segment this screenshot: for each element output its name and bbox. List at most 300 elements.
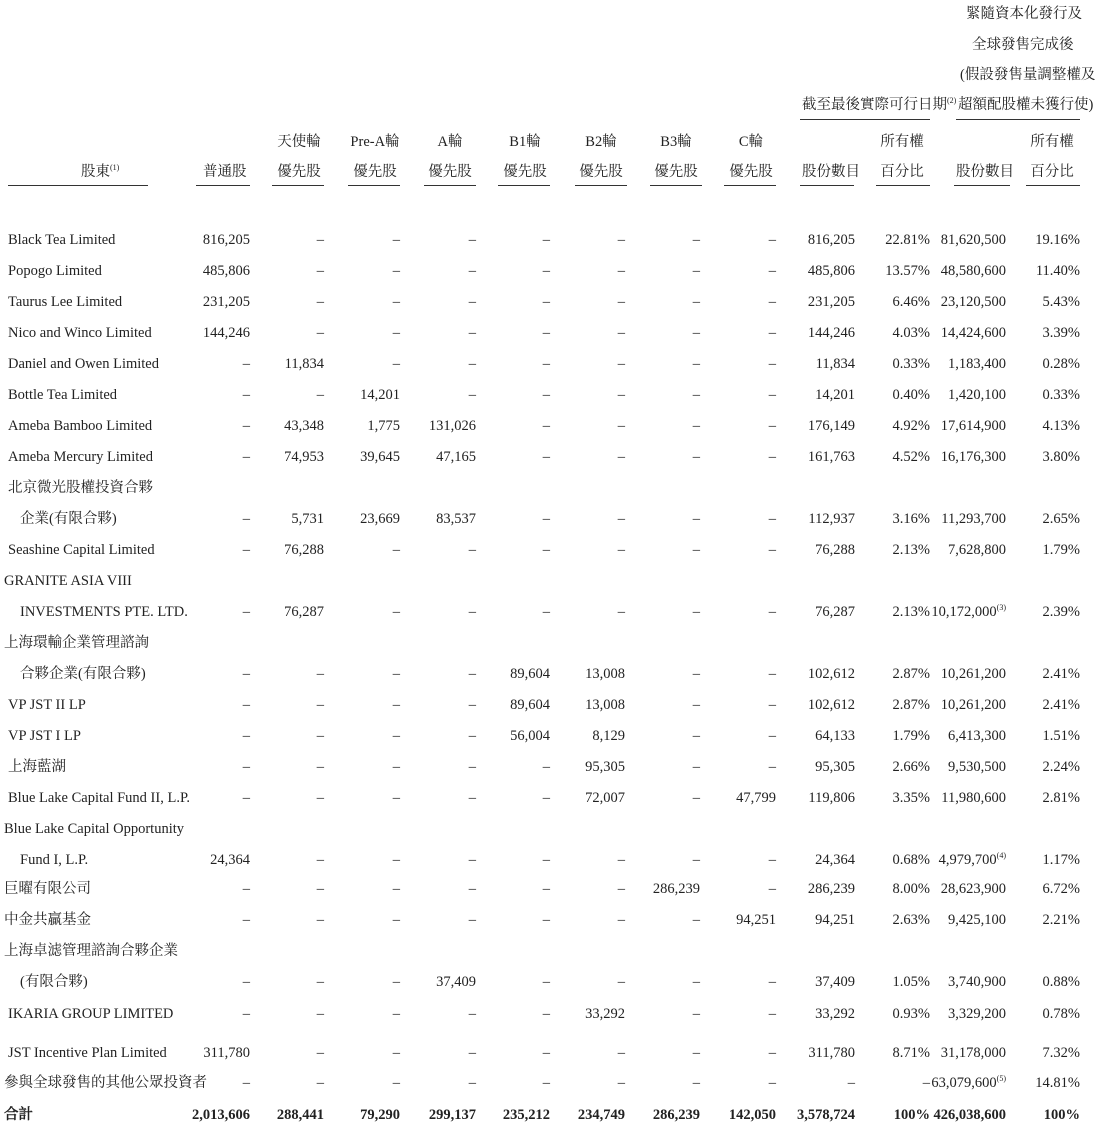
cell-value: – <box>242 418 250 434</box>
cell-b3 <box>693 262 700 280</box>
cell-angel <box>317 851 324 869</box>
cell-b1 <box>503 1106 550 1124</box>
cell-value: 2,013,606 <box>192 1107 250 1123</box>
cell-value: 74,953 <box>284 449 324 465</box>
cell-shares-after <box>948 541 1006 559</box>
cell-value: – <box>392 759 400 775</box>
header-prea-line-2: 優先股 <box>353 164 397 180</box>
cell-shares-prior <box>808 293 855 311</box>
cell-value: 142,050 <box>728 1107 776 1123</box>
cell-value: – <box>392 1075 400 1091</box>
cell-value: – <box>542 912 550 928</box>
cell-value: 24,364 <box>815 852 855 868</box>
cell-value: 37,409 <box>436 974 476 990</box>
cell-shares-after <box>948 386 1006 404</box>
cell-value: – <box>617 1075 625 1091</box>
cell-a <box>469 262 476 280</box>
cell-value: 144,246 <box>807 325 855 341</box>
cell-pct-prior <box>893 851 930 869</box>
cell-value: – <box>316 232 324 248</box>
cell-prea <box>393 262 400 280</box>
cell-pct-prior <box>893 293 930 311</box>
cell-b3 <box>653 880 700 898</box>
cell-value: 102,612 <box>807 666 855 682</box>
cell-value: 231,205 <box>202 294 250 310</box>
cell-prea <box>393 758 400 776</box>
shareholder-name: 北京微光股權投資合夥 <box>8 480 153 496</box>
header-group-after-line-4: 超額配股權未獲行使) <box>958 97 1094 113</box>
cell-value: – <box>468 294 476 310</box>
cell-pct-after <box>1043 789 1080 807</box>
cell-value: 426,038,600 <box>933 1107 1006 1123</box>
cell-prea <box>367 417 400 435</box>
cell-value: – <box>542 294 550 310</box>
cell-value: – <box>692 511 700 527</box>
cell-value: – <box>542 542 550 558</box>
cell-c <box>769 1074 776 1092</box>
cell-value: 33,292 <box>815 1006 855 1022</box>
cell-value: – <box>392 728 400 744</box>
cell-shares-after <box>941 417 1006 435</box>
cell-value: 6.72% <box>1042 881 1080 897</box>
cell-value: 11,980,600 <box>941 790 1006 806</box>
cell-value: – <box>468 759 476 775</box>
cell-value: – <box>692 1045 700 1061</box>
shareholder-name: (有限合夥) <box>20 974 88 990</box>
cell-angel <box>284 541 324 559</box>
cell-value: 14,201 <box>360 387 400 403</box>
cell-value: 4.52% <box>892 449 930 465</box>
cell-angel <box>317 758 324 776</box>
cell-value: – <box>242 387 250 403</box>
cell-value: – <box>768 263 776 279</box>
cell-value: 94,251 <box>736 912 776 928</box>
cell-value: 94,251 <box>815 912 855 928</box>
cell-value: – <box>392 1006 400 1022</box>
cell-pct-after <box>1043 1044 1080 1062</box>
cell-value: 9,425,100 <box>948 912 1006 928</box>
cell-value: – <box>692 263 700 279</box>
cell-c <box>769 727 776 745</box>
cell-value: – <box>316 387 324 403</box>
cell-b1 <box>543 541 550 559</box>
header-c-line-2: 優先股 <box>729 164 773 180</box>
cell-value: 286,239 <box>652 1107 700 1123</box>
cell-value: – <box>242 356 250 372</box>
cell-b3 <box>653 1106 700 1124</box>
cell-value: 6,413,300 <box>948 728 1006 744</box>
cell-angel <box>317 324 324 342</box>
cell-prea <box>393 541 400 559</box>
shareholder-name: VP JST I LP <box>8 728 81 744</box>
cell-b3 <box>693 386 700 404</box>
cell-angel <box>291 510 324 528</box>
cell-value: – <box>768 449 776 465</box>
header-c-line-1: C輪 <box>738 134 764 150</box>
cell-pct-after <box>1043 696 1080 714</box>
cell-prea <box>393 324 400 342</box>
cell-b3 <box>693 603 700 621</box>
cell-b2 <box>618 973 625 991</box>
cell-pct-prior <box>893 696 930 714</box>
cell-value: – <box>617 542 625 558</box>
cell-b1 <box>543 448 550 466</box>
cell-value: 288,441 <box>276 1107 324 1123</box>
shareholder-name: Fund I, L.P. <box>20 852 89 868</box>
cell-value: – <box>768 387 776 403</box>
cell-value: – <box>692 542 700 558</box>
cell-value: 24,364 <box>210 852 250 868</box>
cell-shares-prior <box>808 880 855 898</box>
cell-value: 0.33% <box>892 356 930 372</box>
cell-angel <box>317 696 324 714</box>
cell-value: 1,420,100 <box>948 387 1006 403</box>
cell-value: – <box>392 852 400 868</box>
cell-b3 <box>693 293 700 311</box>
cell-angel <box>284 603 324 621</box>
cell-prea <box>393 851 400 869</box>
cell-value: 8.00% <box>892 881 930 897</box>
shareholder-name: Daniel and Owen Limited <box>8 356 159 372</box>
cell-prea <box>393 1074 400 1092</box>
cell-b1 <box>543 417 550 435</box>
cell-value: 47,799 <box>736 790 776 806</box>
cell-value: – <box>692 325 700 341</box>
cell-value: – <box>617 356 625 372</box>
cell-value: – <box>542 263 550 279</box>
header-pct-after-line-1: 所有權 <box>1030 134 1074 150</box>
cell-angel <box>317 973 324 991</box>
cell-b2 <box>618 510 625 528</box>
cell-value: 1,183,400 <box>948 356 1006 372</box>
cell-value: 2.63% <box>892 912 930 928</box>
cell-b3 <box>693 973 700 991</box>
cell-b2 <box>618 231 625 249</box>
shareholder-name: 上海卓滤管理諮詢合夥企業 <box>4 943 178 959</box>
cell-value: 19.16% <box>1035 232 1080 248</box>
cell-pct-after <box>1044 1106 1080 1124</box>
cell-a <box>469 541 476 559</box>
cell-value: – <box>392 912 400 928</box>
shareholder-name: Ameba Bamboo Limited <box>8 418 153 434</box>
cell-ordinary <box>243 386 250 404</box>
cell-ordinary <box>243 1005 250 1023</box>
cell-shares-prior <box>815 386 855 404</box>
cell-value: – <box>242 542 250 558</box>
cell-value: 286,239 <box>652 881 700 897</box>
cell-value: – <box>692 697 700 713</box>
cell-ordinary <box>243 603 250 621</box>
cell-b1 <box>543 262 550 280</box>
cell-pct-after <box>1043 911 1080 929</box>
cell-b3 <box>693 1044 700 1062</box>
cell-a <box>469 789 476 807</box>
cell-ordinary <box>243 417 250 435</box>
cell-value: 112,937 <box>808 511 855 527</box>
cell-a <box>469 758 476 776</box>
cell-value: – <box>316 728 324 744</box>
cell-value: – <box>392 263 400 279</box>
cell-value: – <box>692 1006 700 1022</box>
shareholder-name: Popogo Limited <box>8 263 102 279</box>
cell-value: 8,129 <box>592 728 625 744</box>
shareholder-name: Ameba Mercury Limited <box>8 449 153 465</box>
shareholder-name: Nico and Winco Limited <box>8 325 152 341</box>
cell-value: 1.79% <box>1042 542 1080 558</box>
cell-value: 3.16% <box>892 511 930 527</box>
cell-shares-after <box>948 355 1006 373</box>
cell-value: – <box>392 1045 400 1061</box>
cell-b1 <box>543 911 550 929</box>
cell-b2 <box>618 293 625 311</box>
header-prea-line-1: Pre-A輪 <box>350 134 400 150</box>
cell-prea <box>393 1044 400 1062</box>
cell-value: 286,239 <box>807 881 855 897</box>
cell-value: – <box>617 418 625 434</box>
shareholder-name: Seashine Capital Limited <box>8 542 155 558</box>
cell-pct-prior <box>893 510 930 528</box>
cell-value: – <box>468 697 476 713</box>
cell-value: – <box>242 912 250 928</box>
cell-shares-after <box>931 1074 1006 1092</box>
cell-shares-after <box>948 758 1006 776</box>
cell-shares-prior <box>808 231 855 249</box>
cell-value: – <box>617 263 625 279</box>
cell-b2 <box>618 851 625 869</box>
cell-value: – <box>692 852 700 868</box>
cell-pct-after <box>1043 510 1080 528</box>
cell-value: 0.78% <box>1042 1006 1080 1022</box>
cell-value: – <box>617 974 625 990</box>
cell-pct-after <box>1043 355 1080 373</box>
cell-shares-prior <box>808 696 855 714</box>
cell-value: – <box>768 881 776 897</box>
cell-value: 64,133 <box>815 728 855 744</box>
cell-value: – <box>542 1075 550 1091</box>
cell-b3 <box>693 417 700 435</box>
cell-shares-after <box>948 1005 1006 1023</box>
cell-value: – <box>768 511 776 527</box>
cell-c <box>769 262 776 280</box>
cell-shares-prior <box>815 758 855 776</box>
cell-value: 43,348 <box>284 418 324 434</box>
cell-value: – <box>392 356 400 372</box>
cell-b1 <box>543 880 550 898</box>
cell-b3 <box>693 1005 700 1023</box>
cell-value: – <box>468 1045 476 1061</box>
cell-b2 <box>585 1005 625 1023</box>
cell-a <box>436 510 476 528</box>
cell-b2 <box>618 386 625 404</box>
cell-angel <box>317 1044 324 1062</box>
cell-b2 <box>618 880 625 898</box>
cell-value: – <box>692 728 700 744</box>
cell-value: 48,580,600 <box>940 263 1006 279</box>
cell-value: 11,834 <box>284 356 324 372</box>
cell-b2 <box>618 355 625 373</box>
cell-value: 7.32% <box>1042 1045 1080 1061</box>
cell-value: 10,261,200 <box>940 697 1006 713</box>
cell-c <box>729 1106 776 1124</box>
shareholder-name: IKARIA GROUP LIMITED <box>8 1006 174 1022</box>
cell-b2 <box>585 665 625 683</box>
cell-value: – <box>617 604 625 620</box>
cell-b2 <box>618 262 625 280</box>
cell-value: – <box>392 294 400 310</box>
cell-value: – <box>922 1075 930 1091</box>
header-ordinary: 普通股 <box>203 164 247 180</box>
cell-shares-prior <box>808 789 855 807</box>
cell-value: 13,008 <box>585 666 625 682</box>
cell-prea <box>360 1106 400 1124</box>
cell-value: – <box>242 1075 250 1091</box>
cell-value: – <box>617 387 625 403</box>
cell-shares-prior <box>808 448 855 466</box>
header-pct-prior-line-1: 所有權 <box>880 134 924 150</box>
cell-value: – <box>692 387 700 403</box>
cell-value: – <box>692 356 700 372</box>
cell-pct-prior <box>893 417 930 435</box>
cell-prea <box>393 1005 400 1023</box>
cell-b1 <box>510 696 550 714</box>
cell-value: – <box>542 881 550 897</box>
cell-value: – <box>768 1075 776 1091</box>
cell-b3 <box>693 911 700 929</box>
cell-b1 <box>543 355 550 373</box>
cell-value: – <box>768 232 776 248</box>
cell-shares-prior <box>815 911 855 929</box>
cell-value: 4,979,700 <box>938 852 997 868</box>
cell-angel <box>317 727 324 745</box>
cell-ordinary <box>210 851 250 869</box>
cell-b3 <box>693 541 700 559</box>
cell-c <box>736 789 776 807</box>
shareholder-name: 中金共贏基金 <box>4 912 91 928</box>
cell-ordinary <box>243 973 250 991</box>
cell-shares-after <box>934 1106 1007 1124</box>
header-b1-line-2: 優先股 <box>503 164 547 180</box>
cell-pct-after <box>1043 293 1080 311</box>
cell-value: 14.81% <box>1035 1075 1080 1091</box>
cell-shares-prior <box>808 1044 855 1062</box>
header-pct-prior-line-2: 百分比 <box>880 164 924 180</box>
cell-shares-prior <box>808 510 855 528</box>
cell-value: 2.39% <box>1042 604 1080 620</box>
cell-a <box>436 448 476 466</box>
cell-pct-after <box>1043 448 1080 466</box>
cell-c <box>769 973 776 991</box>
cell-shares-prior <box>816 355 855 373</box>
cell-ordinary <box>243 541 250 559</box>
cell-c <box>769 603 776 621</box>
cell-b2 <box>585 696 625 714</box>
cell-value: – <box>768 759 776 775</box>
cell-pct-prior <box>885 231 930 249</box>
cell-angel <box>285 355 324 373</box>
cell-value: – <box>692 418 700 434</box>
cell-value: – <box>242 697 250 713</box>
cell-b1 <box>510 727 550 745</box>
cell-shares-after <box>941 880 1006 898</box>
cell-a <box>469 293 476 311</box>
cell-value: 119,806 <box>808 790 855 806</box>
cell-value: 3.39% <box>1042 325 1080 341</box>
cell-value: 485,806 <box>807 263 855 279</box>
cell-pct-after <box>1043 665 1080 683</box>
cell-value: – <box>316 263 324 279</box>
cell-value: 23,120,500 <box>940 294 1006 310</box>
cell-value: 47,165 <box>436 449 476 465</box>
cell-prea <box>360 510 400 528</box>
cell-prea <box>393 603 400 621</box>
cell-value: – <box>768 1006 776 1022</box>
cell-ordinary <box>203 324 250 342</box>
cell-value: 144,246 <box>202 325 250 341</box>
shareholder-name: Blue Lake Capital Fund II, L.P. <box>8 790 191 806</box>
shareholder-name: GRANITE ASIA VIII <box>4 573 132 589</box>
cell-pct-prior <box>893 386 930 404</box>
cell-value: – <box>392 542 400 558</box>
cell-c <box>769 880 776 898</box>
cell-value: 1.17% <box>1042 852 1080 868</box>
cell-angel <box>317 880 324 898</box>
header-shares-after: 股份數目 <box>956 164 1014 180</box>
cell-b3 <box>693 448 700 466</box>
cell-ordinary <box>203 1044 250 1062</box>
cell-b1 <box>543 851 550 869</box>
cell-a <box>469 1005 476 1023</box>
cell-value: 95,305 <box>815 759 855 775</box>
cell-shares-after <box>941 1044 1006 1062</box>
cell-value: – <box>316 666 324 682</box>
cell-b2 <box>585 758 625 776</box>
cell-value: 299,137 <box>428 1107 476 1123</box>
cell-value: 33,292 <box>585 1006 625 1022</box>
cell-a <box>469 1044 476 1062</box>
cell-value: – <box>542 511 550 527</box>
header-a-line-1: A輪 <box>437 134 463 150</box>
cell-value: 79,290 <box>360 1107 400 1123</box>
cell-value: – <box>692 912 700 928</box>
cell-value: 76,288 <box>284 542 324 558</box>
cell-value: 0.93% <box>892 1006 930 1022</box>
cell-value: – <box>316 881 324 897</box>
cell-b3 <box>693 789 700 807</box>
cell-value: 2.81% <box>1042 790 1080 806</box>
cell-value: – <box>617 1045 625 1061</box>
cell-value: 100% <box>1043 1107 1080 1123</box>
cell-value: 1.79% <box>892 728 930 744</box>
cell-prea <box>393 973 400 991</box>
cell-c <box>769 851 776 869</box>
cell-value: 0.68% <box>892 852 930 868</box>
cell-pct-prior <box>893 665 930 683</box>
cell-value: – <box>617 232 625 248</box>
cell-value: 31,178,000 <box>940 1045 1006 1061</box>
header-a-line-2: 優先股 <box>428 164 472 180</box>
cell-value: – <box>242 881 250 897</box>
cell-value: 76,287 <box>284 604 324 620</box>
cell-ordinary <box>203 293 250 311</box>
cell-value: – <box>316 1045 324 1061</box>
cell-value: 3,578,724 <box>797 1107 855 1123</box>
cell-b3 <box>693 696 700 714</box>
cell-value: 17,614,900 <box>940 418 1006 434</box>
cell-angel <box>317 1005 324 1023</box>
cell-value: – <box>468 387 476 403</box>
cell-a <box>469 386 476 404</box>
cell-value: – <box>692 974 700 990</box>
